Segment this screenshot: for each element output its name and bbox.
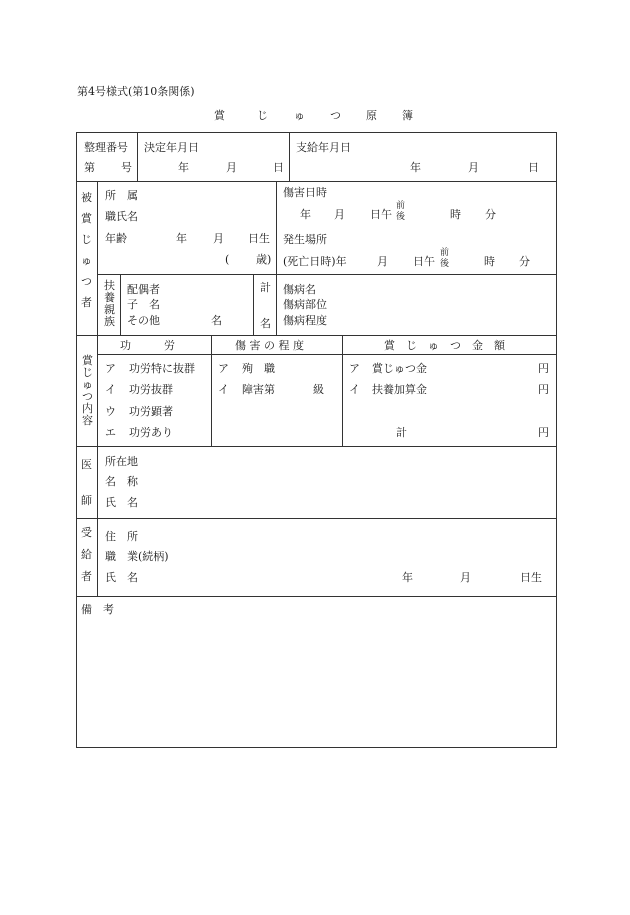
- birth-year: 年: [176, 232, 187, 245]
- shikyu-year: 年: [410, 161, 421, 174]
- shozoku-label: 所 属: [105, 189, 138, 202]
- fuyo-shinzoku-label: 扶 養 親 族: [104, 279, 115, 328]
- title-char: 簿: [402, 109, 413, 122]
- kettei-date-label: 決定年月日: [144, 141, 199, 154]
- yen-unit: 円: [538, 362, 549, 375]
- shikyu-month: 月: [468, 161, 479, 174]
- sonota-label: その他: [127, 314, 160, 327]
- ko-label: 子 名: [127, 298, 160, 311]
- jukyusha-birth-month: 月: [460, 571, 471, 584]
- koro-header: 功 労: [120, 339, 175, 352]
- kei-count-unit: 名: [260, 317, 271, 330]
- koro-item-mark: エ: [105, 426, 116, 439]
- seiri-bango-label: 整理番号: [84, 141, 128, 154]
- title-char: 原: [366, 109, 377, 122]
- shozaichi-label: 所在地: [105, 455, 138, 468]
- nenrei-label: 年齢: [105, 232, 127, 245]
- injury-minute: 分: [485, 208, 496, 221]
- shogai-item-mark: イ: [218, 383, 229, 396]
- hassei-basho-label: 発生場所: [283, 233, 327, 246]
- birth-day: 日生: [248, 232, 270, 245]
- sonota-count-unit: 名: [211, 314, 222, 327]
- form-number: 第4号様式(第10条関係): [77, 85, 195, 98]
- title-char: つ: [330, 109, 341, 122]
- shokugyo-label: 職 業(続柄): [105, 550, 169, 563]
- death-minute: 分: [519, 255, 530, 268]
- shojutsu-naiyo-label: 賞 じ ゅ つ 内 容: [82, 354, 93, 427]
- go-label: 号: [121, 161, 132, 174]
- meisho-label: 名 称: [105, 475, 138, 488]
- shokushimei-label: 職氏名: [105, 210, 138, 223]
- shobyoteido-label: 傷病程度: [283, 314, 327, 327]
- kei-label: 計: [260, 281, 271, 294]
- death-day: 日午: [413, 255, 435, 268]
- shogai-item-mark: ア: [218, 362, 229, 375]
- kingaku-item-text: 扶養加算金: [372, 383, 427, 396]
- am-pm-toggle: 前 後: [440, 248, 450, 269]
- title-char: 賞: [214, 109, 225, 122]
- injury-month: 月: [334, 208, 345, 221]
- kettei-year: 年: [178, 161, 189, 174]
- kingaku-item-mark: イ: [349, 383, 360, 396]
- koro-item-text: 功労抜群: [129, 383, 173, 396]
- ishi-shimei-label: 氏 名: [105, 496, 138, 509]
- koro-item-text: 功労顕著: [129, 405, 173, 418]
- injury-year: 年: [300, 208, 311, 221]
- koro-item-mark: ア: [105, 362, 116, 375]
- shobyomei-label: 傷病名: [283, 283, 316, 296]
- shogai-item-text: 殉 職: [242, 362, 275, 375]
- shogai-nichiji-label: 傷害日時: [283, 186, 327, 199]
- death-hour: 時: [484, 255, 495, 268]
- title-char: じ: [257, 109, 268, 122]
- ishi-label-char: 師: [81, 494, 92, 507]
- jusho-label: 住 所: [105, 530, 138, 543]
- ishi-label-char: 医: [81, 458, 92, 471]
- hishojutsusha-label: 被 賞 じ ゅ つ 者: [81, 191, 92, 309]
- death-month: 月: [377, 255, 388, 268]
- shogai-teido-header: 傷 害 の 程 度: [235, 339, 304, 352]
- koro-item-text: 功労特に抜群: [129, 362, 195, 375]
- jukyusha-birth-day: 日生: [520, 571, 542, 584]
- jukyusha-label: 受 給 者: [81, 526, 92, 583]
- koro-item-mark: イ: [105, 383, 116, 396]
- kingaku-header: 賞 じ ゅ つ 金 額: [384, 339, 505, 352]
- shibo-nichiji-label: (死亡日時)年: [283, 255, 347, 268]
- kingaku-total-label: 計: [396, 426, 407, 439]
- kingaku-item-text: 賞じゅつ金: [372, 362, 427, 375]
- shogai-item-text: 障害第: [242, 383, 275, 396]
- kingaku-item-mark: ア: [349, 362, 360, 375]
- koro-item-text: 功労あり: [129, 426, 173, 439]
- injury-day: 日午: [370, 208, 392, 221]
- title-char: ゅ: [294, 109, 305, 122]
- kettei-month: 月: [226, 161, 237, 174]
- age-open-paren: (: [225, 253, 230, 266]
- koro-item-mark: ウ: [105, 405, 116, 418]
- shikyu-day: 日: [528, 161, 539, 174]
- am-pm-toggle: 前 後: [396, 201, 406, 222]
- birth-month: 月: [213, 232, 224, 245]
- yen-unit: 円: [538, 426, 549, 439]
- shikyu-date-label: 支給年月日: [296, 141, 351, 154]
- shobyobui-label: 傷病部位: [283, 298, 327, 311]
- age-close: 歳): [256, 253, 272, 266]
- kyu-label: 級: [313, 383, 324, 396]
- biko-label: 備 考: [81, 603, 114, 616]
- yen-unit: 円: [538, 383, 549, 396]
- injury-hour: 時: [450, 208, 461, 221]
- jukyusha-shimei-label: 氏 名: [105, 571, 138, 584]
- jukyusha-birth-year: 年: [402, 571, 413, 584]
- dai-label: 第: [84, 161, 95, 174]
- haigusha-label: 配偶者: [127, 283, 160, 296]
- kettei-day: 日: [273, 161, 284, 174]
